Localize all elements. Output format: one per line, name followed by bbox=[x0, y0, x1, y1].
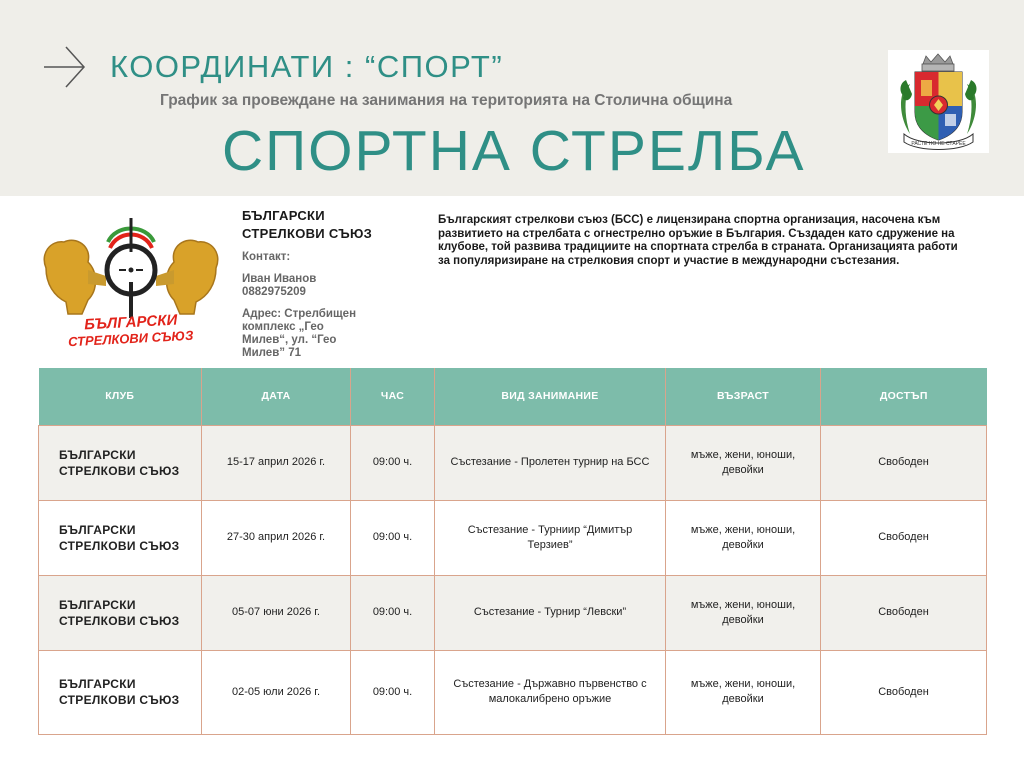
contact-phone: 0882975209 bbox=[242, 286, 306, 298]
cell-time: 09:00 ч. bbox=[351, 575, 435, 650]
organization-info bbox=[242, 207, 392, 360]
header-banner bbox=[0, 0, 1024, 196]
column-header-activity: ВИД ЗАНИМАНИЕ bbox=[435, 368, 666, 425]
club-line2: СТРЕЛКОВИ СЪЮЗ bbox=[59, 693, 180, 707]
column-header-date: ДАТА bbox=[202, 368, 351, 425]
cell-access: Свободен bbox=[821, 575, 987, 650]
table-row bbox=[39, 500, 987, 575]
cell-club bbox=[39, 650, 202, 734]
club-line1: БЪЛГАРСКИ bbox=[59, 597, 136, 612]
page-title: СПОРТНА СТРЕЛБА bbox=[222, 119, 806, 183]
logo-text-line2: СТРЕЛКОВИ СЪЮЗ bbox=[67, 327, 194, 350]
crest-motto: РАСТЕ НО НЕ СТАРЕЕ bbox=[911, 141, 966, 147]
table-row bbox=[39, 425, 987, 500]
logo-text-line1: БЪЛГАРСКИ bbox=[83, 311, 178, 334]
club-line1: БЪЛГАРСКИ bbox=[59, 522, 136, 537]
cell-access: Свободен bbox=[821, 425, 987, 500]
club-line1: БЪЛГАРСКИ bbox=[59, 677, 136, 691]
cell-time: 09:00 ч. bbox=[351, 500, 435, 575]
cell-date: 02-05 юли 2026 г. bbox=[202, 650, 351, 734]
address-line: Милев“, ул. “Гео bbox=[242, 334, 337, 346]
column-header-age: ВЪЗРАСТ bbox=[666, 368, 821, 425]
organization-name bbox=[242, 207, 392, 243]
club-line2: СТРЕЛКОВИ СЪЮЗ bbox=[59, 613, 180, 628]
table-header-row bbox=[39, 368, 987, 425]
address-line: Милев” 71 bbox=[242, 347, 302, 359]
column-header-club: КЛУБ bbox=[39, 368, 202, 425]
organization-name-line1: БЪЛГАРСКИ bbox=[242, 208, 325, 223]
cell-date: 05-07 юни 2026 г. bbox=[202, 575, 351, 650]
club-line1: БЪЛГАРСКИ bbox=[59, 447, 136, 462]
cell-activity: Състезание - Турниир “Димитър Терзиев” bbox=[435, 500, 666, 575]
cell-activity: Състезание - Пролетен турнир на БСС bbox=[435, 425, 666, 500]
organization-name-line2: СТРЕЛКОВИ СЪЮЗ bbox=[242, 226, 373, 241]
cell-date: 15-17 април 2026 г. bbox=[202, 425, 351, 500]
coordinates-title: КООРДИНАТИ : “СПОРТ” bbox=[110, 49, 504, 84]
cell-age: мъже, жени, юноши, девойки bbox=[666, 575, 821, 650]
cell-age: мъже, жени, юноши, девойки bbox=[666, 500, 821, 575]
address-line: Адрес: Стрелбищен bbox=[242, 308, 357, 320]
cell-time: 09:00 ч. bbox=[351, 650, 435, 734]
cell-age: мъже, жени, юноши, девойки bbox=[666, 425, 821, 500]
organization-description: Българският стрелкови съюз (БСС) е лицензирана спортна организация, насочена към развитието на стрелбата с огнестрелно оръжие в България. Създаден като сдружение на клубове, той развива традициите на спортната стрелба в страната. Организацията работи за популяризиране на стрелковия спорт и участие в международни състезания. bbox=[438, 214, 958, 267]
bss-logo-icon bbox=[36, 210, 226, 352]
sofia-coat-of-arms-icon bbox=[888, 50, 989, 153]
schedule-table bbox=[38, 368, 987, 735]
club-line2: СТРЕЛКОВИ СЪЮЗ bbox=[59, 463, 180, 478]
cell-access: Свободен bbox=[821, 500, 987, 575]
column-header-access: ДОСТЪП bbox=[821, 368, 987, 425]
cell-date: 27-30 април 2026 г. bbox=[202, 500, 351, 575]
cell-club bbox=[39, 425, 202, 500]
cell-activity: Състезание - Турнир “Левски” bbox=[435, 575, 666, 650]
table-row bbox=[39, 650, 987, 734]
contact-name: Иван Иванов bbox=[242, 273, 317, 285]
cell-club bbox=[39, 500, 202, 575]
club-line2: СТРЕЛКОВИ СЪЮЗ bbox=[59, 538, 180, 553]
address-line: комплекс „Гео bbox=[242, 321, 324, 333]
cell-activity: Състезание - Държавно първенство с малокалибрено оръжие bbox=[435, 650, 666, 734]
cell-time: 09:00 ч. bbox=[351, 425, 435, 500]
cell-club bbox=[39, 575, 202, 650]
cell-age: мъже, жени, юноши, девойки bbox=[666, 650, 821, 734]
column-header-time: ЧАС bbox=[351, 368, 435, 425]
page-subtitle: График за провеждане на занимания на територията на Столична община bbox=[160, 92, 733, 109]
contact-label: Контакт: bbox=[242, 251, 291, 263]
arrow-right-icon bbox=[42, 44, 88, 90]
cell-access: Свободен bbox=[821, 650, 987, 734]
table-row bbox=[39, 575, 987, 650]
